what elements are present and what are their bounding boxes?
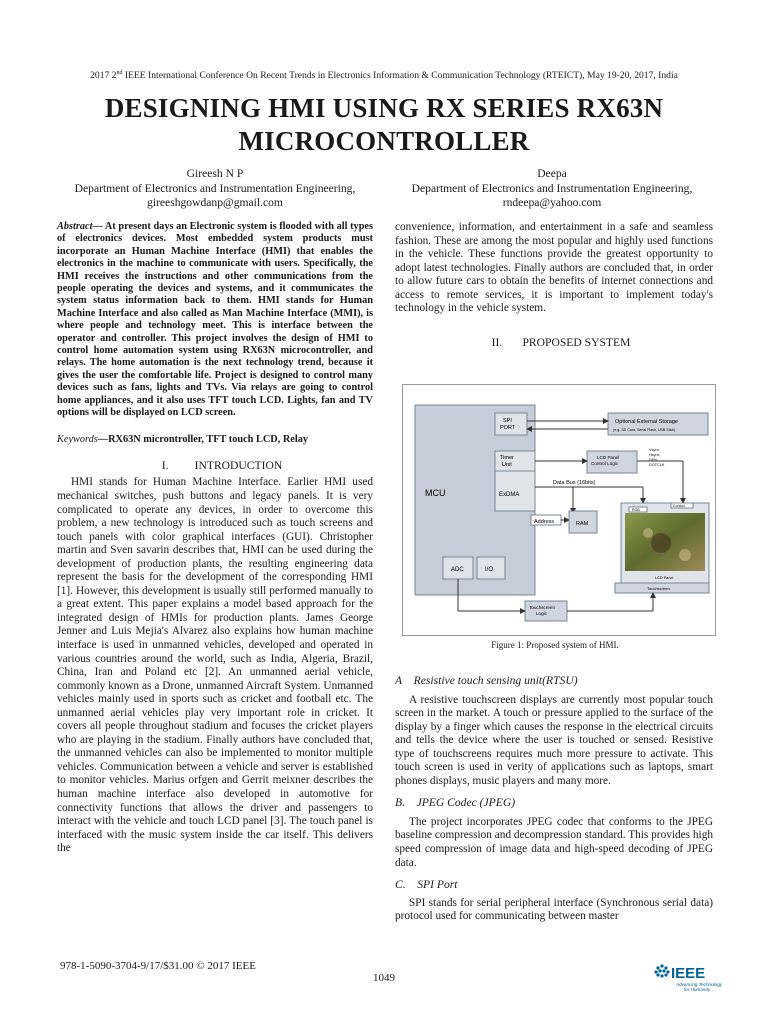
author-2-dept: Department of Electronics and Instrumentation Engineering, — [411, 181, 693, 195]
ram-label: RAM — [576, 521, 589, 527]
abstract — [57, 221, 373, 420]
subsection-b-title-text: B. JPEG Codec (JPEG) — [395, 796, 516, 810]
subsection-a-title-text: A Resistive touch sensing unit(RTSU) — [395, 674, 578, 687]
page-number: 1049 — [373, 972, 395, 984]
right-column-top — [395, 221, 713, 349]
title-line-2: MICROCONTROLLER — [238, 126, 530, 156]
data-bus-label: Data Bus (16bits) — [553, 480, 596, 486]
subsection-c-title-text: C. SPI Port — [395, 878, 458, 892]
lcd-panel-label: LCD Panel — [655, 576, 674, 580]
spi-line-2: PORT — [500, 425, 516, 431]
left-column — [57, 221, 373, 856]
section-2-title: II. PROPOSED SYSTEM — [491, 335, 631, 349]
rgb-label: RGB — [632, 508, 640, 512]
ieee-burst-icon — [654, 964, 669, 977]
lcd-control-label: LCD Panel Control Logic — [591, 455, 620, 466]
subsection-c-text: SPI stands for serial peripheral interface (Synchronous serial data) protocol used for communicating between master — [395, 896, 713, 923]
spi-line-1: SPI — [503, 418, 512, 424]
touch-logic-label: Touchscreen Logic — [529, 605, 556, 616]
paper-title — [40, 92, 728, 158]
external-storage-sub: (e.g. SD Card, Serial Flash, USB Stick) — [613, 428, 676, 432]
section-1-title: I. INTRODUCTION — [161, 458, 283, 472]
author-1-dept: Department of Electronics and Instrumentation Engineering, — [74, 181, 356, 195]
exdma-label: ExDMA — [499, 492, 520, 498]
signals-label: Vsync Hsync DEN DOTCLK — [649, 448, 665, 467]
ieee-wordmark: IEEE — [671, 965, 706, 982]
footer-isbn: 978-1-5090-3704-9/17/$31.00 © 2017 IEEE — [60, 960, 256, 972]
io-label: I/O — [485, 567, 494, 573]
abstract-label: Abstract— — [57, 221, 103, 232]
conference-header: 2017 2nd IEEE International Conference On Recent Trends in Electronics Information & Communication Technology (RTEICT), May 19-20, 2017, India — [90, 70, 678, 82]
keywords-text: —RX63N microntroller, TFT touch LCD, Relay — [97, 433, 309, 445]
spi-port-block — [495, 413, 527, 435]
author-2-name: Deepa — [537, 167, 567, 180]
subsection-b-title — [395, 796, 713, 810]
subsection-c-title — [395, 878, 713, 892]
ieee-logo-mark — [648, 960, 728, 1000]
ieee-logo — [648, 960, 728, 1000]
author-1-email[interactable]: gireeshgowdanp@gmail.com — [147, 196, 283, 209]
author-2 — [392, 167, 712, 211]
subsection-a-text: A resistive touchscreen displays are currently most popular touch screen in the market. A touch or pressure applied to the surface of the display by a finger which causes the response in the electrical circuits and tells the device where the user is touched or sensed. Resistive type of touchscreens requires much more pressure to activate. This touch screen is used in verity of applications such as laptops, smart phones displays, music players and many more. — [395, 693, 713, 787]
mcu-label: MCU — [425, 488, 446, 498]
intro-paragraph: HMI stands for Human Machine Interface. Earlier HMI used mechanical switches, push buttons and legacy panels. It is very complicated to operate any devices, in order to overcome this problem, a new technology is introduced such as touch screens and touch panels with color graphical interfaces (GUI). Christopher martin and Sven savarin describes that, HMI can be used during the development of production plants, the resulting engineering data represent the basis for the development of the corresponding HMI [1]. However, this development is usually still performed manually to a great extent. This paper explains a model based approach for the integrated design of HMIs for production plants. James George Jenner and Luis Mejia's Alvarez also explains how human machine interface is used in unmanned vehicles, developed and operated in various countries around the world, such as India, Algeria, Brazil, China, Iran and Poland etc [2]. An unmanned aerial vehicle, commonly known as a Drone, unmanned Aircraft System. Unmanned vehicles mainly used in sports such as cricket and football etc. The unmanned aerial vehicles play very important role in cricket. It covers all people throughout stadium and focuses the cricket players who are playing in the stadium. Finally authors have concluded that, the unmanned vehicles can also be implemented to monitor multiple vehicles. Communication between a vehicle and server is established to monitor vehicles. Marius orfgen and Gerrit meixner describes the human machine interface also developed in automotive for connectivity functions that allows the driver and passengers to interact with the vehicle and touch LCD panel [3]. The touch panel is interfaced with the music system inside the car itself. This delivers the — [57, 476, 373, 855]
keywords — [57, 434, 373, 446]
adc-label: ADC — [451, 567, 464, 573]
timer-unit-label: Timer Unit — [500, 455, 514, 468]
address-label: Address — [534, 519, 555, 525]
right-column-bottom — [395, 674, 713, 924]
figure-caption: Figure 1: Proposed system of HMI. — [491, 640, 619, 650]
touchscreen-label: Touchscreen — [647, 586, 670, 591]
external-storage-label: Optional External Storage — [615, 419, 678, 425]
subsection-a-title — [395, 674, 713, 688]
control-label: Control — [673, 504, 685, 508]
ieee-tagline: Advancing Technology for Humanity — [676, 982, 723, 992]
abstract-text: At present days an Electronic system is flooded with all types of electronics devices. Most embedded system products must incorporate an Human Machine Interface (HMI) that enables the electronics in the machine to communicate with users. Specifically, the HMI receives the instructions and other communications from the people operating the devices and systems, and it communicates the system status information back to them. HMI stands for Human Machine Interface and also called as Man Machine Interface (MMI), is where people and technology meet. This is interface between the operator and controller. This project involves the design of HMI to control home automation system using RX63N microcontroller, and relays. The home automation is the next technology trend, because it gives the user the comfortable life. Project is designed to control many devices such as fans, lights and TVs. Via relays are going to control home appliances, and it also uses TFT touch LCD. Lights, fan and TV options will be displayed on LCD screen. — [57, 221, 373, 419]
keywords-label: Keywords — [57, 433, 98, 445]
author-1-name: Gireesh N P — [186, 167, 244, 180]
system-diagram — [403, 385, 715, 635]
intro-continued: convenience, information, and entertainment in a safe and seamless fashion. These are among the most popular and highly used functions in the vehicle. These functions provide the greatest opportunity to adopt latest technologies. Finally authors are concluded that, in order to allow future cars to obtain the benefits of internet connections and access to remote services, it is important to implement today's technology in the vehicle system. — [395, 221, 713, 315]
title-line-1: DESIGNING HMI USING RX SERIES RX63N — [104, 93, 664, 123]
author-1 — [55, 167, 375, 211]
author-2-email[interactable]: rndeepa@yahoo.com — [502, 196, 602, 209]
figure-proposed-system — [402, 384, 716, 636]
subsection-b-text: The project incorporates JPEG codec that conforms to the JPEG baseline compression and decompression standard. This provides high speed compression of image data and high-speed decoding of JPEG data. — [395, 815, 713, 869]
